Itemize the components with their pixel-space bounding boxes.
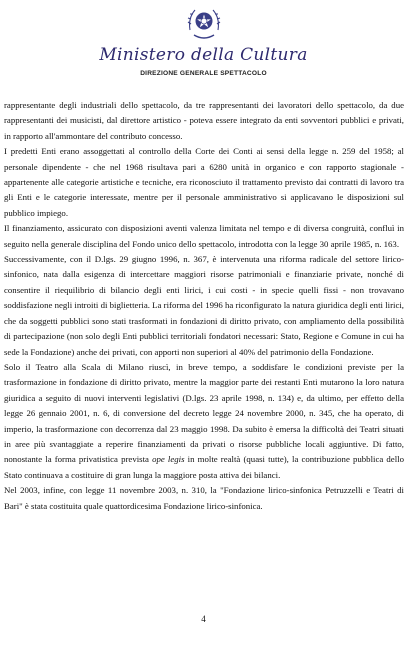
paragraph-4: Successivamente, con il D.lgs. 29 giugno 1996, n. 367, è intervenuta una riforma radicale del settore lirico-sinfonico, nata dalla esigenza di intercettare maggiori risorse patrimoniali e finanziarie private, nonché di consentire il riequilibrio di bilancio degli enti lirici, i cui costi - in specie quelli fissi - non trovavano soddisfazione negli introiti di biglietteria. La riforma del 1996 ha riconfigurato la natura giuridica degli enti lirici, che da soggetti pubblici sono stati trasformati in fondazioni di diritto privato, con ampliamento della possibilità di partecipazione (non solo degli Enti pubblici territoriali fondatori necessari: Stato, Regione e Comune in cui ha sede la Fondazione) anche dei privati, con apporti non superiori al 40% del patrimonio della Fondazione. [4,254,404,357]
page-number: 4 [201,614,206,624]
paragraph-5 [4,360,404,483]
paragraph-1: rappresentante degli industriali dello spettacolo, da tre rappresentanti dei lavoratori dello spettacolo, da due rappresentanti dei musicisti, dal direttore artistico - poteva essere integrato da enti sovventori pubblici e privati, in rapporto all'ammontare del contributo concesso. [4,100,404,141]
paragraph-2: I predetti Enti erano assoggettati al controllo della Corte dei Conti ai sensi della legge n. 259 del 1958; al personale dipendente - che nel 1968 risultava pari a 6280 unità in organico e con rapporto stagionale - appartenente alle categorie artistiche e tecniche, era riconosciuto il trattamento previsto dai contratti di lavoro tra gli Enti e le categorie interessate, mentre per il personale amministrativo si applicavano le disposizioni sul pubblico impiego. [4,146,404,218]
paragraph-5-text: Solo il Teatro alla Scala di Milano riuscì, in breve tempo, a soddisfare le condizioni previste per la trasformazione in fondazione di diritto privato, mentre la maggior parte dei restanti Enti mutarono la loro natura giuridica a seguito di nuovi interventi legislativi (D.lgs. 23 aprile 1998, n. 134) e, da ultimo, per effetto della legge 26 gennaio 2001, n. 6, di conversione del decreto legge 24 novembre 2000, n. 345, che ha operato, di imperio, la trasformazione con decorrenza dal 23 maggio 1998. Da subito è emersa la difficoltà dei Teatri situati in aree più svantaggiate a reperire finanziamenti da privati o risorse pubbliche locali aggiuntive. Di fatto, nonostante la forma privatistica prevista [4,361,404,465]
paragraph-6: Nel 2003, infine, con legge 11 novembre 2003, n. 310, la "Fondazione lirico-sinfonica Petruzzelli e Teatri di Bari" è stata costituita quale quattordicesima Fondazione lirico-sinfonica. [4,485,404,511]
page-header [0,0,407,92]
italic-term: ope legis [152,454,185,465]
document-body [4,98,404,514]
italian-republic-emblem-icon [186,4,222,44]
ministry-title: Ministero della Cultura [99,45,308,65]
paragraph-3: Il finanziamento, assicurato con disposizioni aventi valenza limitata nel tempo e di diversa congruità, confluì in seguito nella generale disciplina del Fondo unico dello spettacolo, introdotta con la legge 30 aprile 1985, n. 163. [4,223,404,249]
department-subtitle: DIREZIONE GENERALE SPETTACOLO [140,70,267,77]
paragraph-5-continuation: in molte realtà (quasi tutte), la contribuzione pubblica dello Stato continuava a costituire di gran lunga la maggiore posta attiva dei bilanci. [4,454,404,480]
